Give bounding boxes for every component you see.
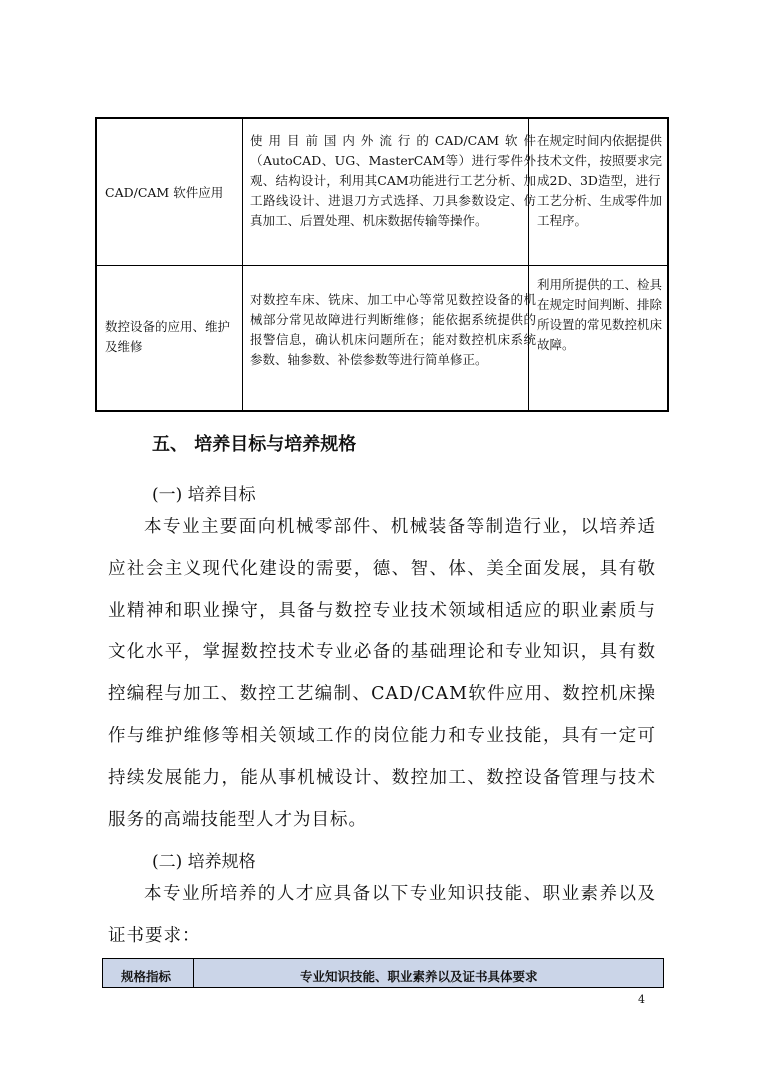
subsection-title: (二) 培养规格 xyxy=(152,852,256,872)
section-title: 五、 培养目标与培养规格 xyxy=(152,434,357,455)
page-number: 4 xyxy=(638,993,645,1006)
skills-table xyxy=(95,117,669,412)
training-spec-paragraph: 本专业所培养的人才应具备以下专业知识技能、职业素养以及证书要求： xyxy=(108,884,656,946)
skill-requirement: 利用所提供的工、检具在规定时间判断、排除所设置的常见数控机床故障。 xyxy=(537,277,663,352)
table-divider xyxy=(193,959,194,987)
skill-name: CAD/CAM 软件应用 xyxy=(105,185,224,200)
skill-content: 对数控车床、铣床、加工中心等常见数控设备的机械部分常见故障进行判断维修；能依据系统提供的报警信息，确认机床问题所在；能对数控机床系统参数、轴参数、补偿参数等进行简单修正。 xyxy=(250,292,536,367)
header-cell: 专业知识技能、职业素养以及证书具体要求 xyxy=(300,969,538,984)
spec-table-header xyxy=(102,958,664,988)
skill-content: 使用目前国内外流行的CAD/CAM软件（AutoCAD、UG、MasterCAM等）进行零件外观、结构设计，利用其CAM功能进行工艺分析、加工路线设计、进退刀方式选择、刀具参数设定、仿真加工、后置处理、机床数据传输等操作。 xyxy=(250,133,536,228)
header-cell: 规格指标 xyxy=(121,969,172,984)
skill-name: 数控设备的应用、维护及维修 xyxy=(105,319,231,354)
training-goal-paragraph: 本专业主要面向机械零部件、机械装备等制造行业，以培养适应社会主义现代化建设的需要，德、智、体、美全面发展，具有敬业精神和职业操守，具备与数控专业技术领域相适应的职业素质与文化水平，掌握数控技术专业必备的基础理论和专业知识，具有数控编程与加工、数控工艺编制、CAD/CAM软件应用、数控机床操作与维护维修等相关领域工作的岗位能力和专业技能，具有一定可持续发展能力，能从事机械设计、数控加工、数控设备管理与技术服务的高端技能型人才为目标。 xyxy=(108,517,656,830)
table-row xyxy=(97,265,667,410)
skill-requirement: 在规定时间内依据提供技术文件，按照要求完成2D、3D造型，进行工艺分析、生成零件加工程序。 xyxy=(537,133,663,228)
subsection-title: (一) 培养目标 xyxy=(152,485,256,505)
table-row xyxy=(97,119,667,266)
